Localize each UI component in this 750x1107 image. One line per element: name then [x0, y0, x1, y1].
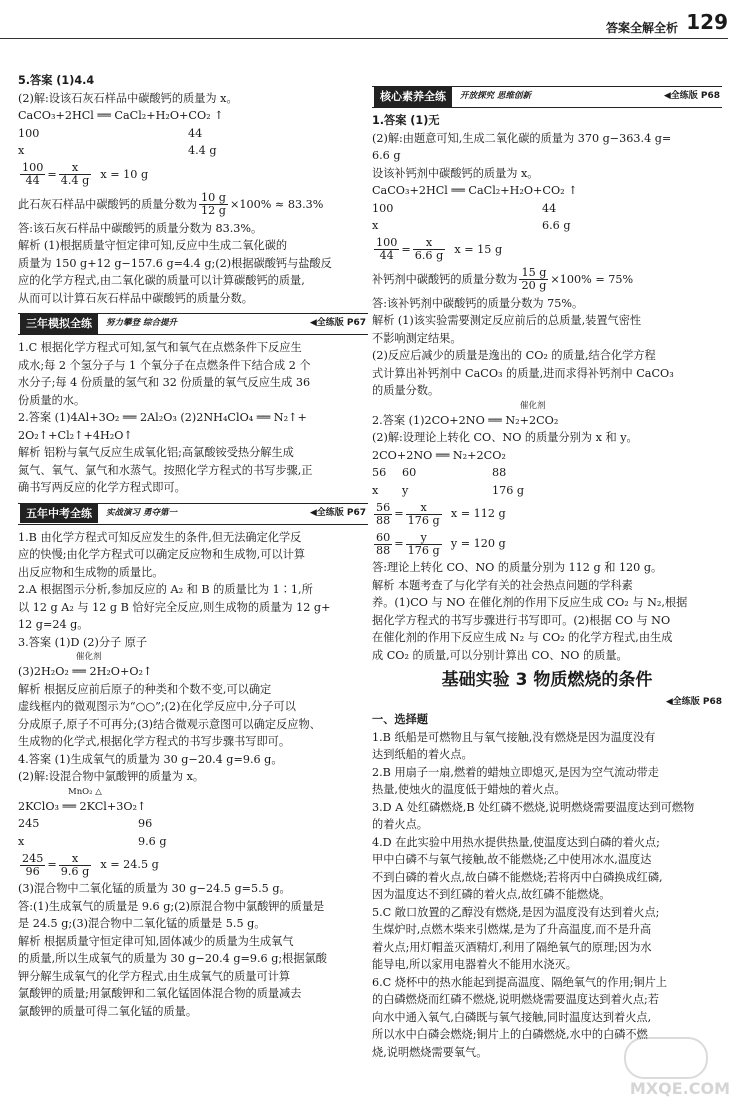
percentage-row [372, 265, 722, 295]
left-column [18, 72, 368, 1020]
result: x = 112 g [450, 507, 506, 521]
text-line: 3.D A 处红磷燃烧,B 处红磷不燃烧,说明燃烧需要温度达到可燃物 [372, 800, 695, 814]
text-line: 成水;每 2 个氢分子与 1 个氧分子在点燃条件下结合成 2 个 [18, 358, 311, 372]
text-line: 养。(1)CO 与 NO 在催化剂的作用下反应生成 CO₂ 与 N₂,根据 [372, 596, 688, 609]
equation: CaCO₃+2HCl ══ CaCl₂+H₂O+CO₂ ↑ [18, 109, 224, 122]
mass-row [18, 142, 368, 160]
text-line: 生煤炉时,点燃木柴来引燃煤,是为了升高温度,而不是升高 [372, 923, 652, 936]
mass-row [18, 833, 368, 851]
mass-value: 100 [18, 126, 40, 140]
text-line: 4.D 在此实验中用热水提供热量,使温度达到白磷的着火点; [372, 835, 660, 849]
section-subtitle: 开放探究 思维创新 [460, 91, 531, 102]
text-line: 1.C 根据化学方程式可知,氢气和氧气在点燃条件下反应生 [18, 341, 302, 354]
text-line: 设该补钙剂中碳酸钙的质量为 x。 [372, 166, 539, 180]
fraction: $\frac{x}{9.6 g}$ [60, 851, 90, 878]
text-line: 解析 本题考查了与化学有关的社会热点问题的学科素 [372, 578, 633, 592]
page-number: 129 [686, 10, 728, 34]
section-bar-three-year [18, 313, 368, 335]
text-line: 12 g=24 g。 [18, 618, 89, 631]
text-line: 在催化剂的作用下反应生成 N₂ 与 CO₂ 的化学方程式,由生成 [372, 631, 673, 644]
text: 此石灰石样品中碳酸钙的质量分数为 [18, 197, 198, 211]
subsection-heading: 一、选择题 [372, 713, 428, 726]
mass-value: 9.6 g [138, 834, 167, 848]
section-ref: ◀全练版 P68 [665, 696, 722, 707]
watermark-logo [598, 1037, 738, 1097]
text-line: (2)解:设混合物中氯酸钾的质量为 x。 [18, 770, 205, 783]
text-line: 着火点;用灯帽盖灭酒精灯,利用了隔绝氧气的原理;因为水 [372, 940, 652, 954]
text-line: (2)解:由题意可知,生成二氧化碳的质量为 370 g−363.4 g= [372, 131, 672, 145]
text-line: 应的快慢;由化学方程式可以确定反应物和生成物,可以计算 [18, 548, 306, 561]
header-title: 答案全解全析 [605, 21, 678, 35]
text-line: 1.B 由化学方程式可知反应发生的条件,但无法确定化学反 [18, 530, 302, 544]
equation: (3)2H₂O₂ ══ 2H₂O+O₂↑ [18, 665, 153, 678]
mass-value: 44 [542, 201, 557, 215]
text-line: 答:(1)生成氧气的质量是 9.6 g;(2)原混合物中氯酸钾的质量是 [18, 899, 325, 913]
text-line: 向水中通入氧气,白磷既与氧气接触,同时温度达到着火点, [372, 1010, 652, 1024]
text-line: (3)混合物中二氧化锰的质量为 30 g−24.5 g=5.5 g。 [18, 882, 291, 895]
mass-value: 96 [138, 817, 153, 830]
mass-row [372, 217, 722, 235]
mass-row [372, 482, 722, 500]
proportion-row: $\frac{100}{44}$ = $\frac{x}{4.4 g}$ x = 10 g [22, 161, 149, 187]
text-line: 的白磷燃烧而红磷不燃烧,说明燃烧需要温度达到着火点;若 [372, 993, 660, 1006]
text-line: 所以水中白磷会燃烧;铜片上的白磷燃烧,水中的白磷不燃 [372, 1028, 648, 1041]
mass-value: 245 [18, 817, 40, 830]
mass-row [18, 125, 368, 143]
text-line: 因为温度达不到红磷的着火点,故红磷不能燃烧。 [372, 888, 611, 901]
fraction: $\frac{x}{4.4 g}$ [60, 161, 90, 187]
text-line: 应的化学方程式,由二氧化碳的质量可以计算碳酸钙的质量, [18, 274, 305, 287]
mass-value: 176 g [492, 483, 525, 497]
mass-row [372, 200, 722, 218]
page-header [0, 10, 750, 36]
text-line: 1.B 纸船是可燃物且与氧气接触,没有燃烧是因为温度没有 [372, 730, 656, 744]
reaction-condition: MnO₂ △ [68, 786, 102, 797]
text-line: 6.6 g [372, 149, 401, 162]
text-line: 解析 (1)该实验需要测定反应前后的总质量,装置气密性 [372, 314, 642, 327]
text-line: 的质量,所以生成氧气的质量为 30 g−20.4 g=9.6 g;根据氯酸 [18, 952, 327, 965]
proportion-row: $\frac{60}{88}$ = $\frac{y}{176 g}$ y = 120 g [376, 530, 506, 557]
text-line: 出反应物和生成物的质量比。 [18, 565, 164, 579]
text-line: 是 24.5 g;(3)混合物中二氧化锰的质量是 5.5 g。 [18, 917, 266, 930]
watermark-text: MXQE.COM [629, 1078, 730, 1098]
text-line: 答:理论上转化 CO、NO 的质量分别为 112 g 和 120 g。 [372, 561, 663, 574]
text-line: 热量,使烛火的温度低于蜡烛的着火点。 [372, 783, 566, 796]
text-line: 氮气、氧气、氯气和水蒸气。按照化学方程式的书写步骤,正 [18, 463, 313, 477]
text-line: (2)反应后减少的质量是逸出的 CO₂ 的质量,结合化学方程 [372, 349, 656, 362]
text-line: 解析 根据反应前后原子的种类和个数不变,可以确定 [18, 682, 272, 696]
proportion-row: $\frac{100}{44}$ = $\frac{x}{6.6 g}$ x = 15 g [376, 236, 503, 262]
section-label: 五年中考全练 [20, 504, 98, 524]
text-line: 质量为 150 g+12 g−157.6 g=4.4 g;(2)根据碳酸钙与盐酸反 [18, 256, 332, 270]
text-line: 达到纸船的着火点。 [372, 748, 473, 761]
proportion-row: $\frac{245}{96}$ = $\frac{x}{9.6 g}$ x = 24.5 g [22, 851, 159, 878]
section-subtitle: 努力攀登 综合提升 [106, 318, 177, 329]
mass-row [372, 464, 722, 482]
section-label: 核心素养全练 [374, 87, 452, 107]
fraction: $\frac{15 g}{20 g}$ [521, 266, 547, 292]
section-title: 基础实验 3 物质燃烧的条件 [441, 670, 653, 690]
answer-heading: 1.答案 (1)无 [372, 114, 440, 127]
mass-value: x [18, 144, 25, 157]
right-column [372, 86, 722, 1061]
equation: CaCO₃+2HCl ══ CaCl₂+H₂O+CO₂ ↑ [372, 184, 578, 197]
mass-value: x [372, 483, 379, 497]
text: ×100% = 75% [550, 272, 634, 286]
text-line: 从而可以计算石灰石样品中碳酸钙的质量分数。 [18, 291, 253, 305]
percentage-row [18, 190, 368, 220]
mass-value: x [18, 834, 25, 848]
text-line: 烧,说明燃烧需要氧气。 [372, 1045, 488, 1059]
text-line: 的着火点。 [372, 818, 428, 831]
text-line: 答:该补钙剂中碳酸钙的质量分数为 75%。 [372, 296, 584, 310]
mass-value: 60 [402, 466, 417, 479]
text-line: 以 12 g A₂ 与 12 g B 恰好完全反应,则生成物的质量为 12 g+ [18, 600, 331, 614]
text: 补钙剂中碳酸钙的质量分数为 [372, 272, 518, 286]
mass-value: 100 [372, 201, 394, 215]
section-ref: ◀全练版 P67 [309, 318, 366, 329]
text-line: 据化学方程式的书写步骤进行书写即可。(2)根据 CO 与 NO [372, 613, 671, 627]
section-ref: ◀全练版 P68 [663, 91, 720, 102]
text-line: 4.答案 (1)生成氧气的质量为 30 g−20.4 g=9.6 g。 [18, 752, 283, 766]
text-line: 钾分解生成氧气的化学方程式,由生成氧气的质量可计算 [18, 969, 291, 983]
mass-value: 6.6 g [542, 219, 571, 232]
mass-value: 44 [188, 126, 203, 140]
text-line: 2.B 用扇子一扇,燃着的蜡烛立即熄灭,是因为空气流动带走 [372, 765, 659, 779]
section-ref: ◀全练版 P67 [309, 507, 366, 518]
fraction: $\frac{100}{44}$ [376, 236, 398, 262]
equation: 2KClO₃ ══ 2KCl+3O₂↑ [18, 799, 147, 813]
text-line: 2O₂↑+Cl₂↑+4H₂O↑ [18, 428, 133, 442]
mass-value: 4.4 g [188, 144, 217, 157]
reaction-condition: 催化剂 [520, 400, 546, 411]
reaction-condition: 催化剂 [76, 652, 102, 662]
text-line: 氯酸钾的质量;用氯酸钾和二氧化锰固体混合物的质量减去 [18, 987, 302, 1000]
text-line: 2.A 根据图示分析,参加反应的 A₂ 和 B 的质量比为 1∶1,所 [18, 583, 313, 596]
text-line: (2)解:设理论上转化 CO、NO 的质量分别为 x 和 y。 [372, 431, 638, 444]
section-label: 三年模拟全练 [20, 314, 98, 334]
header-rule [0, 38, 728, 39]
text-line: 不到白磷的着火点,故白磷不能燃烧;若将丙中白磷换成红磷, [372, 870, 663, 884]
mass-value: 88 [492, 466, 507, 479]
proportion-row: $\frac{56}{88}$ = $\frac{x}{176 g}$ x = 112 g [376, 500, 506, 527]
mass-value: 56 [372, 466, 387, 479]
text-line: (2)解:设该石灰石样品中碳酸钙的质量为 x。 [18, 91, 238, 105]
fraction: $\frac{56}{88}$ [376, 500, 391, 527]
fraction: $\frac{100}{44}$ [22, 161, 44, 187]
fraction: $\frac{245}{96}$ [22, 851, 44, 878]
text-line: 成 CO₂ 的质量,可以分别计算出 CO、NO 的质量。 [372, 648, 628, 662]
text-line: 氯酸钾的质量可得二氧化锰的质量。 [18, 1004, 198, 1018]
fraction: $\frac{60}{88}$ [376, 530, 391, 557]
text-line: 的质量分数。 [372, 384, 440, 397]
text-line: 水分子;每 4 份质量的氢气和 32 份质量的氧气反应生成 36 [18, 376, 311, 389]
mass-value: x [372, 219, 379, 232]
text: ×100% ≈ 83.3% [229, 197, 324, 211]
text-line: 能导电,所以家用电器着火不能用水浇灭。 [372, 958, 577, 971]
text-line: 解析 (1)根据质量守恒定律可知,反应中生成二氧化碳的 [18, 239, 288, 252]
text-line: 3.答案 (1)D (2)分子 原子 [18, 635, 148, 649]
fraction: $\frac{10 g}{12 g}$ [201, 191, 226, 217]
text-line: 虚线框内的微观图示为“○○”;(2)在化学反应中,分子可以 [18, 700, 296, 713]
text-line: 解析 根据质量守恒定律可知,固体减少的质量为生成氧气 [18, 934, 294, 948]
section-subtitle: 实战演习 勇夺第一 [106, 507, 177, 518]
text-line: 甲中白磷不与氧气接触,故不能燃烧;乙中使用冰水,温度达 [372, 853, 652, 866]
section-bar-core [372, 86, 722, 108]
mass-row [18, 815, 368, 833]
watermark-badge [624, 1037, 708, 1079]
text-line: 式计算出补钙剂中 CaCO₃ 的质量,进而求得补钙剂中 CaCO₃ [372, 366, 674, 380]
fraction: $\frac{x}{176 g}$ [407, 500, 440, 527]
result: x = 24.5 g [100, 858, 159, 872]
text-line: 解析 铝粉与氧气反应生成氧化铝;高氯酸铵受热分解生成 [18, 446, 294, 459]
answer-heading: 5.答案 (1)4.4 [18, 74, 95, 87]
text-line: 2.答案 (1)4Al+3O₂ ══ 2Al₂O₃ (2)2NH₄ClO₄ ══ N₂↑+ [18, 411, 307, 424]
mass-value: y [402, 483, 409, 497]
section-bar-five-year [18, 503, 368, 525]
result: x = 10 g [100, 167, 149, 181]
text-line: 确书写两反应的化学方程式即可。 [18, 481, 186, 494]
equation: 2CO+2NO ══ N₂+2CO₂ [372, 448, 506, 462]
fraction: $\frac{x}{6.6 g}$ [414, 236, 444, 262]
text-line: 不影响测定结果。 [372, 331, 462, 345]
text-line: 生成物的化学式,根据化学方程式的书写步骤书写即可。 [18, 735, 291, 748]
text-line: 答:该石灰石样品中碳酸钙的质量分数为 83.3%。 [18, 221, 263, 235]
text-line: 2.答案 (1)2CO+2NO ══ N₂+2CO₂ [372, 413, 559, 427]
result: x = 15 g [454, 242, 503, 256]
text-line: 6.C 烧杯中的热水能起到提高温度、隔绝氧气的作用;铜片上 [372, 975, 668, 989]
text-line: 分成原子,原子不可再分;(3)结合微观示意图可以确定反应物、 [18, 717, 321, 731]
fraction: $\frac{y}{176 g}$ [407, 530, 440, 557]
text-line [18, 72, 368, 90]
result: y = 120 g [450, 537, 506, 551]
text-line: 份质量的水。 [18, 393, 86, 407]
text-line: 5.C 敞口放置的乙醇没有燃烧,是因为温度没有达到着火点; [372, 905, 660, 919]
